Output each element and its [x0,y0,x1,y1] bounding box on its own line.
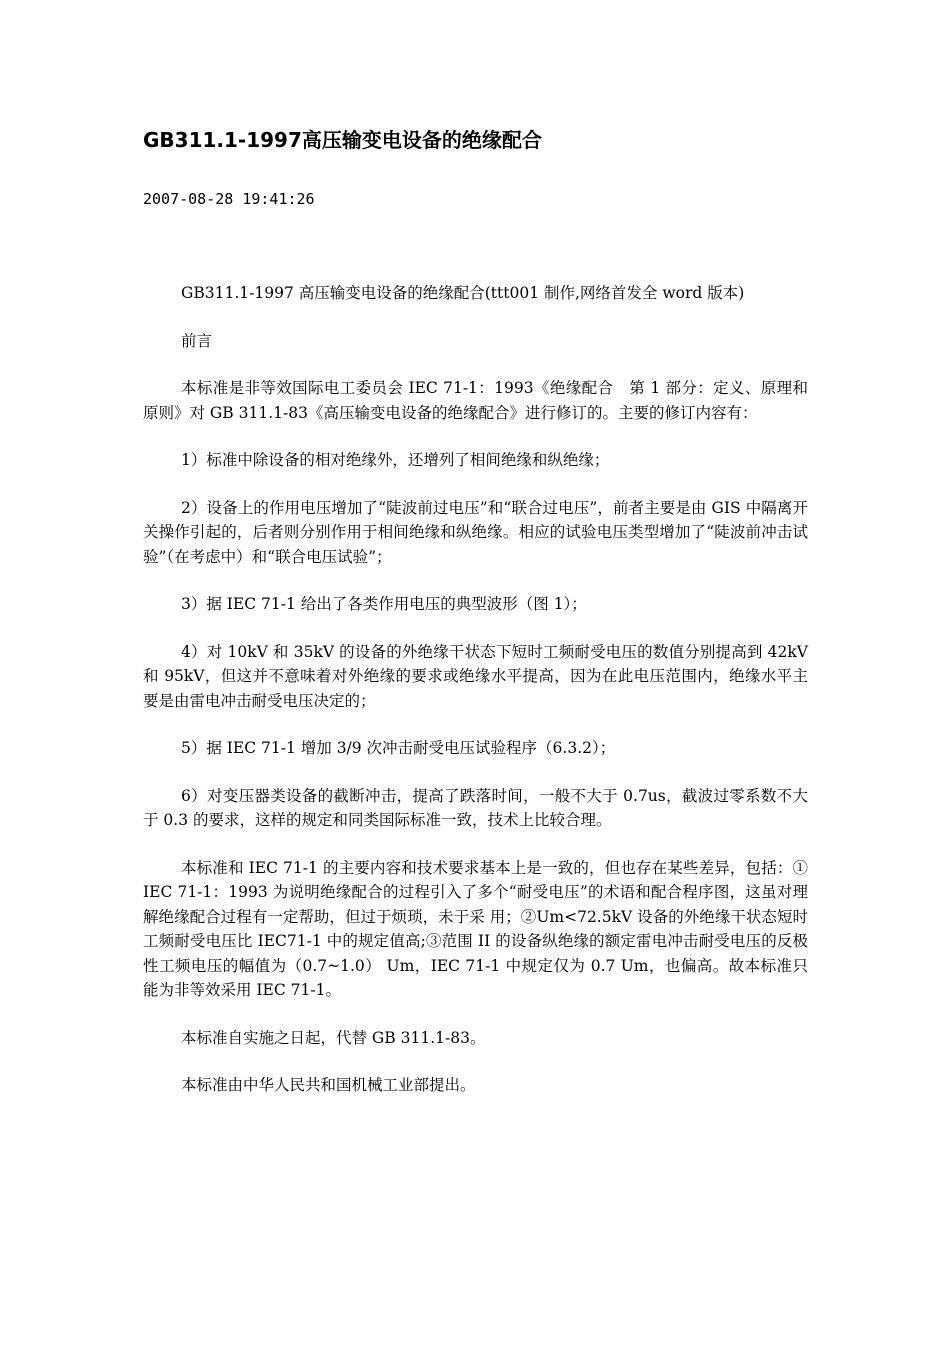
paragraph: 本标准自实施之日起，代替 GB 311.1-83。 [181,1028,486,1047]
list-item: 2）设备上的作用电压增加了“陡波前过电压”和“联合过电压”，前者主要是由 GIS 中隔离开关操作引起的，后者则分别作用于相间绝缘和纵绝缘。相应的试验电压类型增加了“陡波前冲击试验”（在考虑中）和“联合电压试验”； [143,498,808,566]
list-item: 3）据 IEC 71-1 给出了各类作用电压的典型波形（图 1）； [181,595,587,613]
paragraph-preface-heading: 前言 [181,331,213,350]
document-date: 2007-08-28 19:41:26 [143,190,315,208]
document-body [143,281,808,1121]
paragraph-intro: GB311.1-1997 高压输变电设备的绝缘配合(ttt001 制作,网络首发全 word 版本) [181,284,745,302]
paragraph: 本标准和 IEC 71-1 的主要内容和技术要求基本上是一致的，但也存在某些差异，包括：①IEC 71-1：1993 为说明绝缘配合的过程引入了多个“耐受电压”的术语和配合程序图，这虽对理解绝缘配合过程有一定帮助，但过于烦琐，未于采 用；②Um<72.5kV 设备的外绝缘干状态短时工频耐受电压比 IEC71-1 中的规定值高;③范围 II 的设备纵绝缘的额定雷电冲击耐受电压的反极 性工频电压的幅值为（0.7~1.0） Um，IEC 71-1 中规定仅为 0.7 Um，也偏高。故本标准只能为非等效采用 IEC 71-1。 [143,858,808,999]
paragraph: 本标准是非等效国际电工委员会 IEC 71-1：1993《绝缘配合 第 1 部分：定义、原理和原则》对 GB 311.1-83《高压输变电设备的绝缘配合》进行修订的。主要的修订内容有： [143,379,808,422]
list-item: 6）对变压器类设备的截断冲击，提高了跌落时间，一般不大于 0.7us，截波过零系数不大于 0.3 的要求，这样的规定和同类国际标准一致，技术上比较合理。 [143,786,808,829]
list-item: 5）据 IEC 71-1 增加 3/9 次冲击耐受电压试验程序（6.3.2）； [181,739,616,757]
list-item: 1）标准中除设备的相对绝缘外，还增列了相间绝缘和纵绝缘； [181,451,610,469]
document-title: GB311.1-1997高压输变电设备的绝缘配合 [143,128,542,152]
list-item: 4）对 10kV 和 35kV 的设备的外绝缘干状态下短时工频耐受电压的数值分别提高到 42kV 和 95kV，但这并不意味着对外绝缘的要求或绝缘水平提高，因为在此电压范围内，绝缘水平主要是由雷电冲击耐受电压决定的； [143,642,808,710]
paragraph: 本标准由中华人民共和国机械工业部提出。 [181,1076,476,1094]
